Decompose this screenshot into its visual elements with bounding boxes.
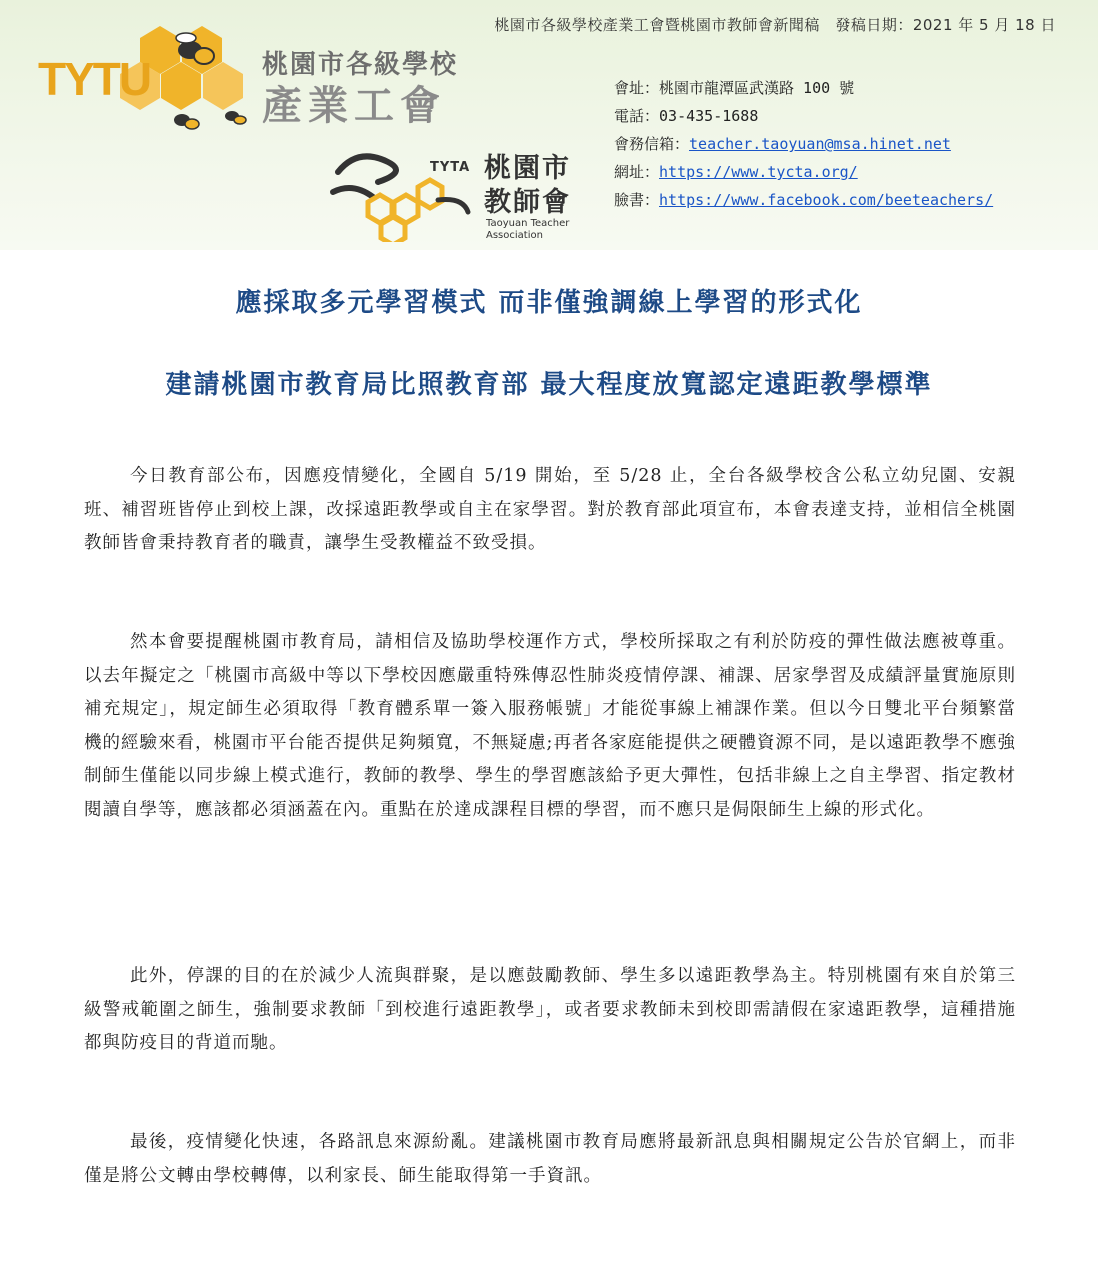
phone-label: 電話： bbox=[614, 107, 660, 125]
union-name-line1: 桃園市各級學校 bbox=[262, 50, 459, 80]
email-label: 會務信箱： bbox=[614, 135, 690, 153]
contact-facebook bbox=[614, 186, 993, 214]
association-english-line2: Association bbox=[486, 230, 543, 241]
contact-email bbox=[614, 130, 993, 158]
body-paragraph-4: 最後，疫情變化快速，各路訊息來源紛亂。建議桃園市教育局應將最新訊息與相關規定公告於官網上，而非僅是將公文轉由學校轉傳，以利家長、師生能取得第一手資訊。 bbox=[84, 1132, 1016, 1186]
headline-2: 建請桃園市教育局比照教育部 最大程度放寬認定遠距教學標準 bbox=[165, 370, 933, 400]
website-link[interactable]: https://www.tycta.org/ bbox=[659, 163, 858, 181]
body-paragraph-1: 今日教育部公布，因應疫情變化，全國自 5/19 開始，至 5/28 止，全台各級學校含公私立幼兒園、安親班、補習班皆停止到校上課，改採遠距教學或自主在家學習。對於教育部此項宣布，本會表達支持，並相信全桃園教師皆會秉持教育者的職責，讓學生受教權益不致受損。 bbox=[84, 466, 1016, 553]
bee-icon bbox=[225, 111, 246, 124]
contact-address bbox=[614, 74, 993, 102]
phone-value: 03-435-1688 bbox=[659, 107, 759, 125]
body-paragraph-2: 然本會要提醒桃園市教育局，請相信及協助學校運作方式，學校所採取之有利於防疫的彈性做法應被尊重。以去年擬定之「桃園市高級中等以下學校因應嚴重特殊傳忍性肺炎疫情停課、補課、居家學習及成績評量實施原則補充規定」，規定師生必須取得「教育體系單一簽入服務帳號」才能從事線上補課作業。但以今日雙北平台頻繁當機的經驗來看，桃園市平台能否提供足夠頻寬，不無疑慮;再者各家庭能提供之硬體資源不同，是以遠距教學不應強制師生僅能以同步線上模式進行，教師的教學、學生的學習應該給予更大彈性，包括非線上之自主學習、指定教材閱讀自學等，應該都必須涵蓋在內。重點在於達成課程目標的學習，而不應只是侷限師生上線的形式化。 bbox=[84, 632, 1016, 820]
tyta-logo-text: TYTA bbox=[430, 160, 471, 175]
teacher-association-logo bbox=[328, 142, 478, 242]
address-label: 會址： bbox=[614, 79, 660, 97]
body-paragraph-3: 此外，停課的目的在於減少人流與群聚，是以應鼓勵教師、學生多以遠距教學為主。特別桃園有來自於第三級警戒範圍之師生，強制要求教師「到校進行遠距教學」，或者要求教師未到校即需請假在家遠距教學，這種措施都與防疫目的背道而馳。 bbox=[84, 966, 1016, 1053]
association-name bbox=[484, 152, 571, 220]
headline-1: 應採取多元學習模式 而非僅強調線上學習的形式化 bbox=[235, 288, 863, 318]
association-name-line1: 桃園市 bbox=[484, 153, 571, 184]
bee-icon bbox=[174, 114, 199, 129]
facebook-label: 臉書： bbox=[614, 191, 660, 209]
address-value: 桃園市龍潭區武漢路 100 號 bbox=[659, 79, 855, 97]
contact-phone bbox=[614, 102, 993, 130]
facebook-link[interactable]: https://www.facebook.com/beeteachers/ bbox=[659, 191, 994, 209]
press-release-dateline: 桃園市各級學校產業工會暨桃園市教師會新聞稿 發稿日期：2021 年 5 月 18 日 bbox=[494, 16, 1056, 34]
union-name-line2: 產業工會 bbox=[262, 83, 446, 129]
association-english-name bbox=[486, 218, 569, 242]
tytu-logo-text: TYTU bbox=[38, 53, 151, 105]
association-english-line1: Taoyuan Teacher bbox=[486, 218, 570, 229]
letterhead bbox=[0, 0, 1098, 250]
contact-info bbox=[614, 74, 993, 214]
contact-website bbox=[614, 158, 993, 186]
email-link[interactable]: teacher.taoyuan@msa.hinet.net bbox=[689, 135, 951, 153]
association-name-line2: 教師會 bbox=[484, 187, 571, 218]
website-label: 網址： bbox=[614, 163, 660, 181]
